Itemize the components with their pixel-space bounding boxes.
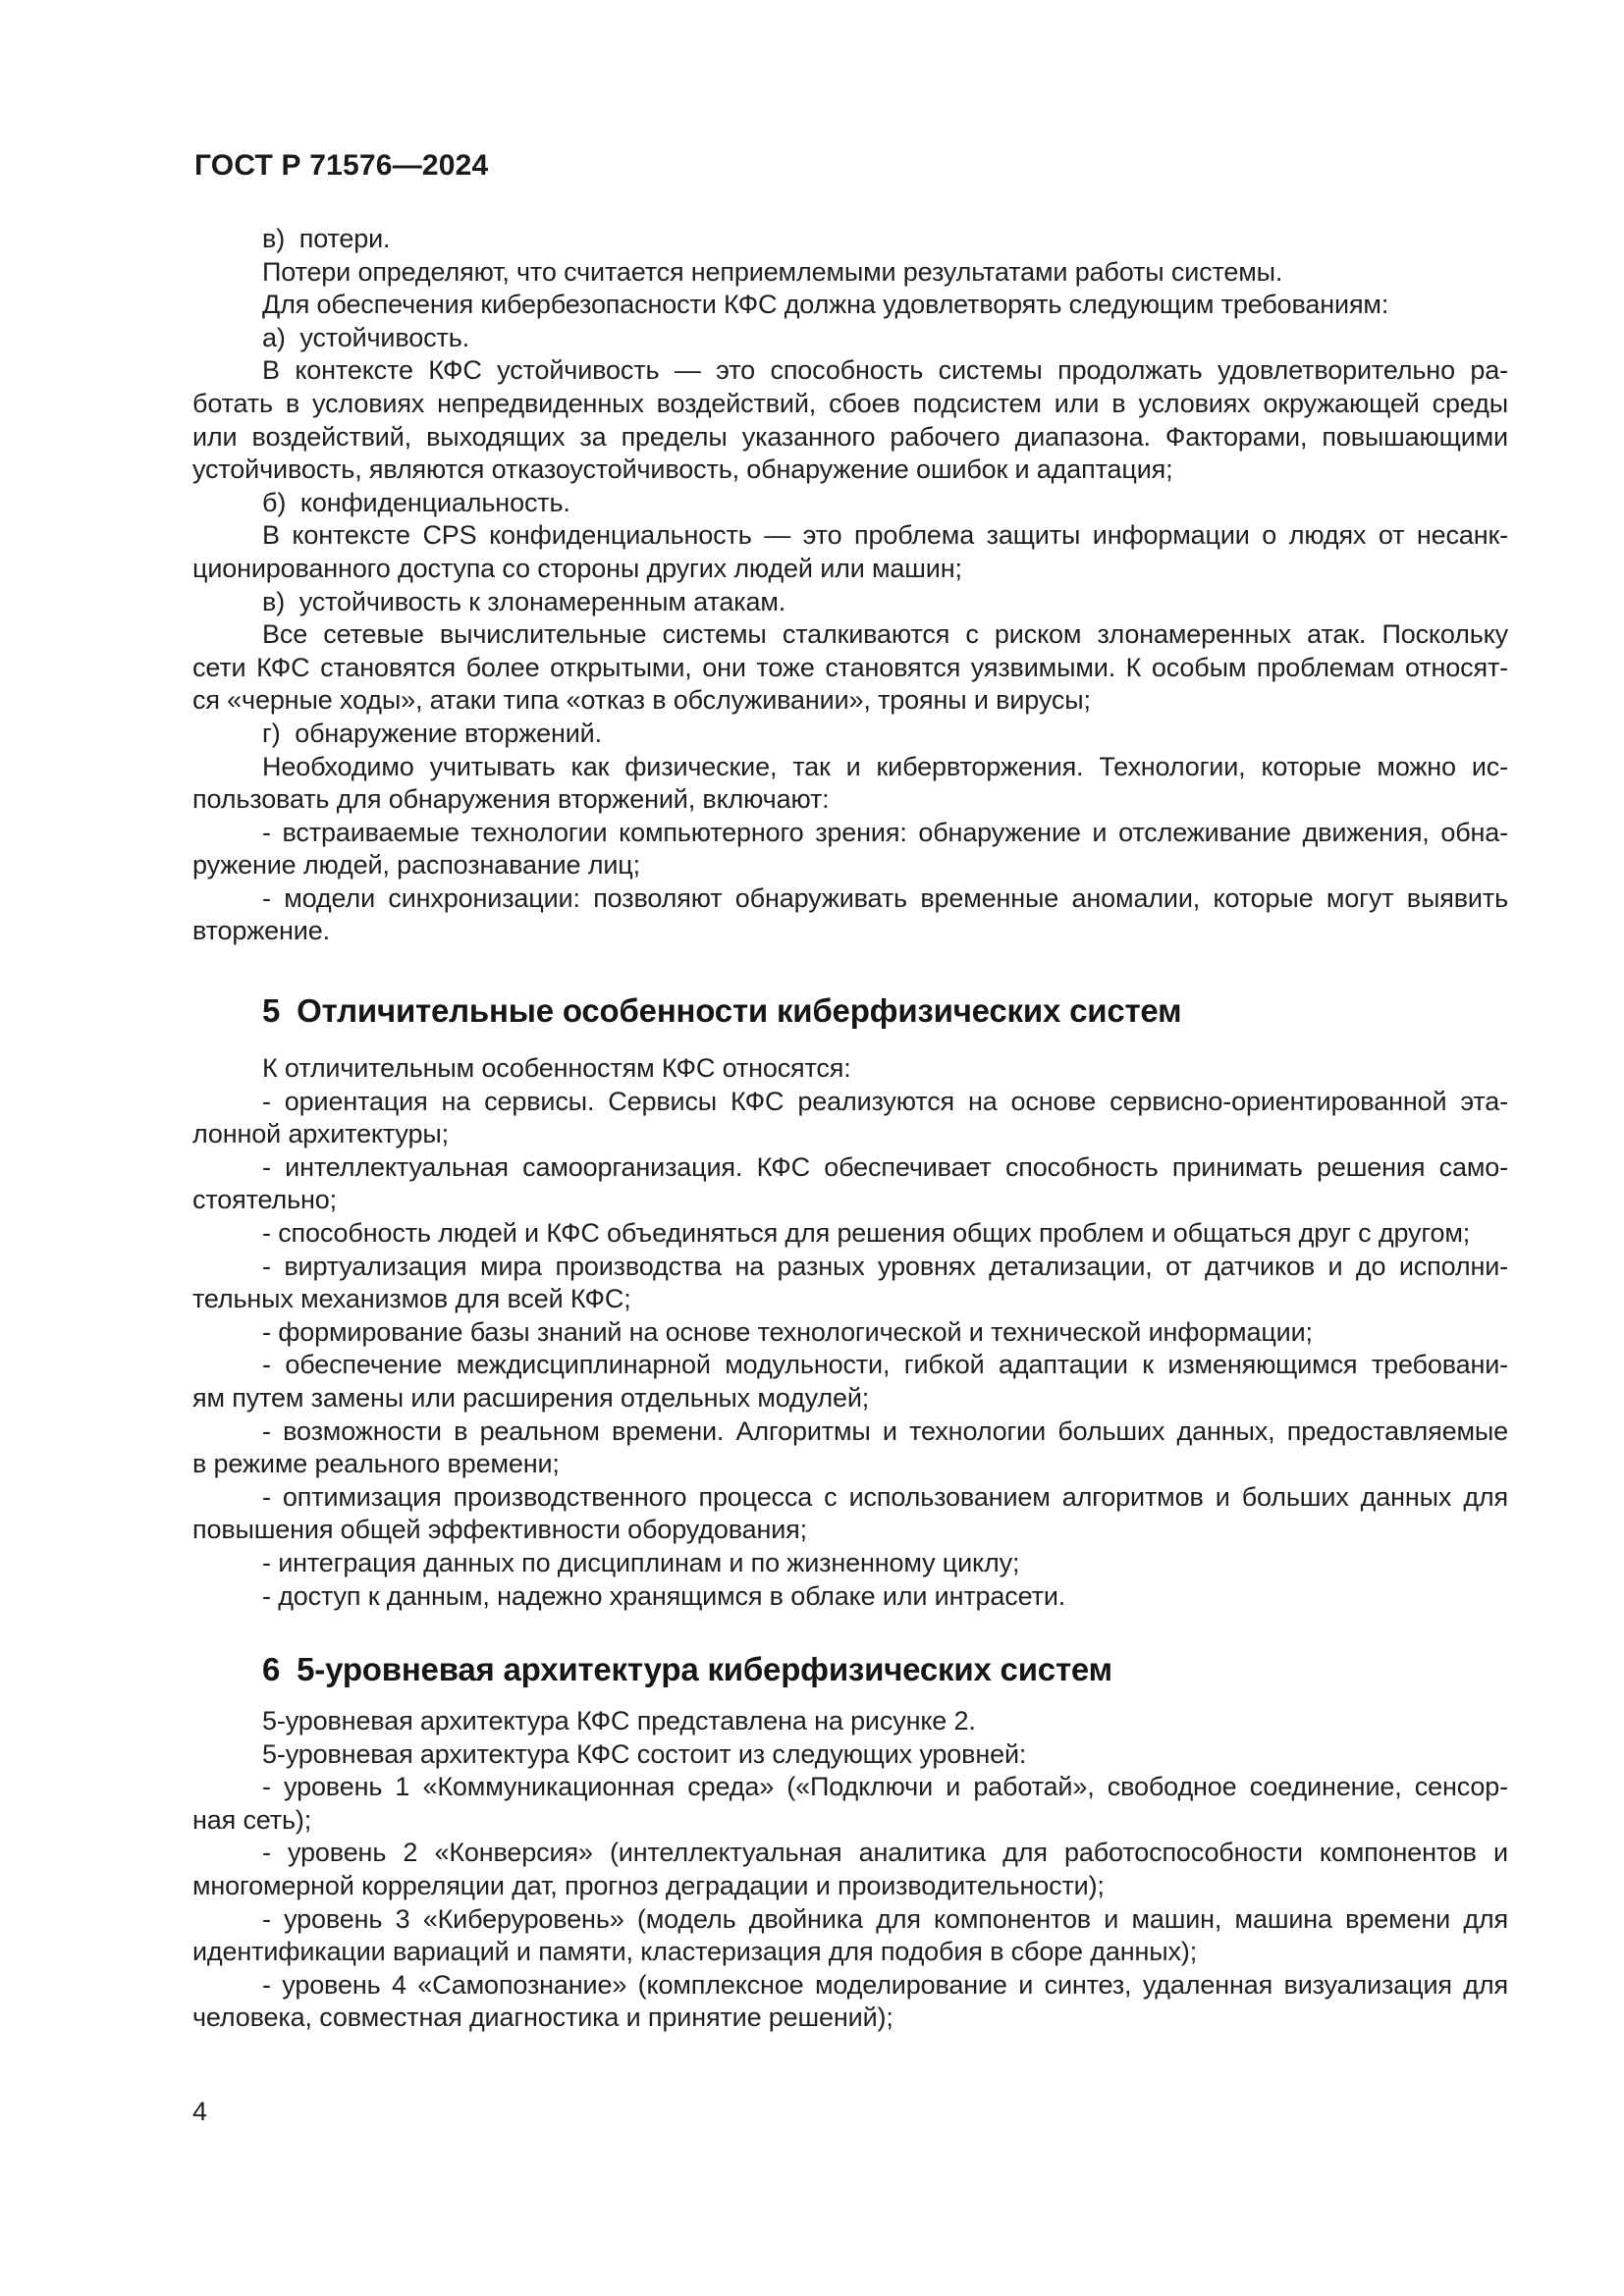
section-heading-5 xyxy=(262,991,1181,1031)
standard-code: ГОСТ Р 71576—2024 xyxy=(194,149,489,182)
paragraph: - обеспечение междисциплинарной модульности, гибкой адаптации к изменяющимся требовани- ям путем замены или расширения отдельных модулей; xyxy=(192,1350,1508,1413)
paragraph: - доступ к данным, надежно хранящимся в облаке или интрасети. xyxy=(262,1580,1066,1611)
paragraph: 5-уровневая архитектура КФС состоит из следующих уровней: xyxy=(262,1738,1027,1769)
paragraph: Для обеспечения кибербезопасности КФС должна удовлетворять следующим требованиям: xyxy=(262,290,1389,320)
paragraph: В контексте КФС устойчивость — это способность системы продолжать удовлетворительно ра- ботать в условиях непредвиденных воздействий, сбоев подсистем или в условиях окружающей среды или воздействий, выходящих за пределы указанного рабочего диапазона. Факторами, повышающими устойчивость, являются отказоустойчивость, обнаружение ошибок и адаптация; xyxy=(192,355,1508,485)
section-title: 5-уровневая архитектура киберфизических систем xyxy=(297,1651,1112,1687)
paragraph: в) потери. xyxy=(262,224,391,253)
section-title: Отличительные особенности киберфизических систем xyxy=(297,992,1182,1029)
paragraph: а) устойчивость. xyxy=(262,322,469,352)
page-number: 4 xyxy=(192,2097,208,2126)
paragraph: в) устойчивость к злонамеренным атакам. xyxy=(262,586,786,616)
section-number: 5 xyxy=(262,992,281,1029)
paragraph: Все сетевые вычислительные системы сталкиваются с риском злонамеренных атак. Поскольку сети КФС становятся более открытыми, они тоже становятся уязвимыми. К особым проблемам относят- ся «черные ходы», атаки типа «отказ в обслуживании», трояны и вирусы; xyxy=(192,619,1508,716)
section-number: 6 xyxy=(262,1651,281,1687)
paragraph: - виртуализация мира производства на разных уровнях детализации, от датчиков и до исполни- тельных механизмов для всей КФС; xyxy=(192,1251,1508,1314)
paragraph: - возможности в реальном времени. Алгоритмы и технологии больших данных, предоставляемые в режиме реального времени; xyxy=(192,1415,1508,1479)
paragraph: - встраиваемые технологии компьютерного зрения: обнаружение и отслеживание движения, обна- ружение людей, распознавание лиц; xyxy=(192,817,1508,881)
paragraph: - способность людей и КФС объединяться для решения общих проблем и общаться друг с другом; xyxy=(262,1217,1471,1248)
paragraph: - уровень 2 «Конверсия» (интеллектуальная аналитика для работоспособности компонентов и многомерной корреляции дат, прогноз деградации и производительности); xyxy=(192,1838,1508,1900)
paragraph: К отличительным особенностям КФС относятся: xyxy=(262,1053,851,1083)
paragraph: Потери определяют, что считается неприемлемыми результатами работы системы. xyxy=(262,256,1283,287)
paragraph: - интеллектуальная самоорганизация. КФС обеспечивает способность принимать решения само- стоятельно; xyxy=(192,1151,1508,1215)
section-6-text-block xyxy=(192,1705,1508,2035)
paragraph: - уровень 3 «Киберуровень» (модель двойника для компонентов и машин, машина времени для идентификации вариаций и памяти, кластеризация для подобия в сборе данных); xyxy=(192,1903,1508,1967)
intro-text-block xyxy=(192,223,1508,948)
paragraph: - интеграция данных по дисциплинам и по жизненному циклу; xyxy=(262,1547,1020,1577)
section-heading-6 xyxy=(262,1650,1112,1689)
paragraph: - уровень 4 «Самопознание» (комплексное моделирование и синтез, удаленная визуализация для человека, совместная диагностика и принятие решений); xyxy=(192,1969,1508,2033)
paragraph: - формирование базы знаний на основе технологической и технической информации; xyxy=(262,1316,1313,1347)
paragraph: - оптимизация производственного процесса с использованием алгоритмов и больших данных для повышения общей эффективности оборудования; xyxy=(192,1481,1508,1545)
paragraph: - модели синхронизации: позволяют обнаруживать временные аномалии, которые могут выявить вторжение. xyxy=(192,882,1508,946)
paragraph: В контексте CPS конфиденциальность — это проблема защиты информации о людях от несанк- ционированного доступа со стороны других людей или машин; xyxy=(192,520,1508,583)
section-5-text-block xyxy=(192,1052,1508,1613)
paragraph: б) конфиденциальность. xyxy=(262,487,570,517)
paragraph: г) обнаружение вторжений. xyxy=(262,718,602,748)
paragraph: - уровень 1 «Коммуникационная среда» («Подключи и работай», свободное соединение, сенсор- ная сеть); xyxy=(192,1772,1508,1835)
paragraph: 5-уровневая архитектура КФС представлена на рисунке 2. xyxy=(262,1706,976,1735)
paragraph: Необходимо учитывать как физические, так и кибервторжения. Технологии, которые можно ис- пользовать для обнаружения вторжений, включают: xyxy=(192,751,1508,815)
paragraph: - ориентация на сервисы. Сервисы КФС реализуются на основе сервисно-ориентированной эта- лонной архитектуры; xyxy=(192,1086,1508,1149)
